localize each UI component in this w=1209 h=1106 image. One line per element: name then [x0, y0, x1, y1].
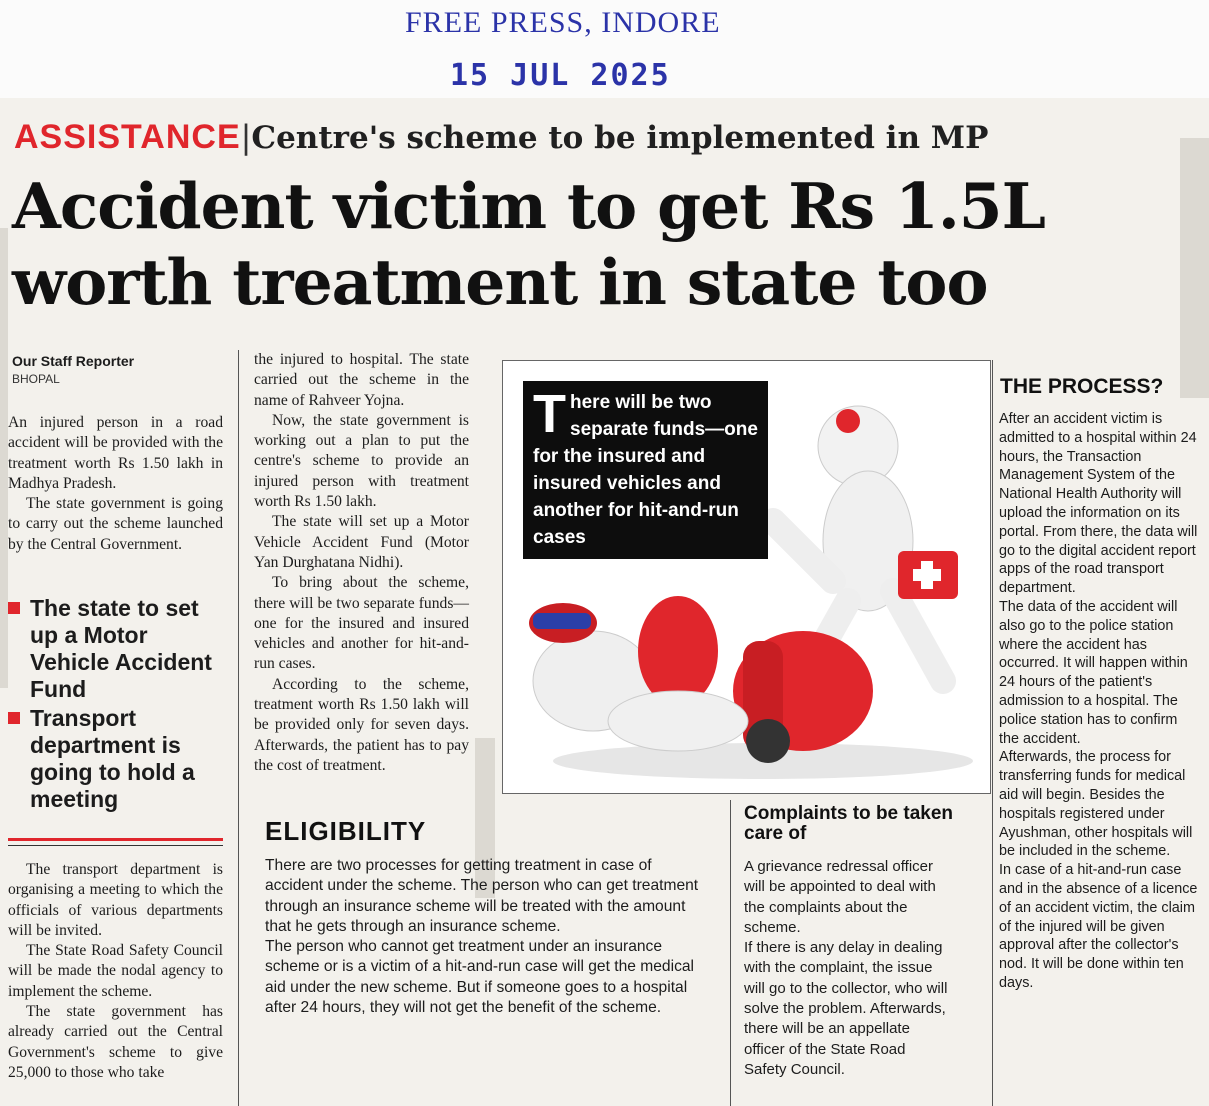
- paragraph: The state government has already carried out the Central Government's scheme to give 25,000 to those who take: [8, 1003, 223, 1081]
- complaints-heading: Complaints to be taken care of: [744, 803, 954, 844]
- kicker-separator: |: [240, 118, 252, 156]
- paragraph: Afterwards, the process for transferring funds for medical aid will begin. Besides the hospitals registered under Ayushman, other hospitals will be included in the scheme.: [999, 749, 1193, 860]
- highlight-text: Transport department is going to hold a meeting: [30, 705, 195, 812]
- square-bullet-icon: [8, 602, 20, 614]
- highlights-box: [8, 595, 223, 815]
- paragraph: According to the scheme, treatment worth Rs 1.50 lakh will be provided only for seven days. Afterwards, the patient has to pay the cost of treatment.: [254, 675, 469, 774]
- complaints-body: [744, 857, 949, 1080]
- paragraph: There are two processes for getting treatment in case of accident under the scheme. The person who can get treatment through an insurance scheme will be treated with the amount that he gets through an insurance scheme.: [265, 857, 699, 935]
- highlight-text: The state to set up a Motor Vehicle Accident Fund: [30, 595, 212, 702]
- column-a-top: [8, 413, 223, 555]
- paragraph: If there is any delay in dealing with the complaint, the issue will go to the collector, who will solve the problem. Afterwards, there will be an appellate officer of the State Road Safety Council.: [744, 939, 948, 1078]
- column-b: [254, 350, 469, 776]
- dateline: BHOPAL: [12, 372, 60, 386]
- divider-red: [8, 838, 223, 841]
- headline-line-1: Accident victim to get Rs 1.5L: [12, 169, 1045, 243]
- eligibility-body: [265, 856, 705, 1018]
- pull-quote-text: here will be two separate funds—one for the insured and insured vehicles and another for hit-and-run cases: [533, 392, 758, 548]
- process-heading: THE PROCESS?: [1000, 375, 1164, 398]
- paragraph: In case of a hit-and-run case and in the absence of a licence of an accident victim, the claim of the injured will be given approval after the collector's nod. It will be done within ten days.: [999, 862, 1198, 991]
- square-bullet-icon: [8, 712, 20, 724]
- headline-line-2: worth treatment in state too: [12, 245, 988, 319]
- highlight-item: [8, 705, 223, 813]
- kicker: [14, 118, 988, 157]
- eligibility-heading: ELIGIBILITY: [265, 816, 427, 846]
- paragraph: the injured to hospital. The state carried out the scheme in the name of Rahveer Yojna.: [254, 351, 469, 409]
- paragraph: After an accident victim is admitted to a hospital within 24 hours, the Transaction Management System of the National Health Authority will upload the information on its portal. From there, the data will go to the digital accident report apps of the road transport department.: [999, 411, 1198, 597]
- accident-illustration: [502, 360, 991, 794]
- drop-cap: T: [533, 384, 566, 444]
- paragraph: An injured person in a road accident will be provided with the treatment worth Rs 1.50 lakh in Madhya Pradesh.: [8, 414, 223, 492]
- paragraph: The state will set up a Motor Vehicle Accident Fund (Motor Yan Durghatana Nidhi).: [254, 513, 469, 571]
- paragraph: To bring about the scheme, there will be two separate funds—one for the insured and insured vehicles and another for hit-and-run cases.: [254, 574, 469, 673]
- column-a-bottom: [8, 860, 223, 1083]
- paragraph: The State Road Safety Council will be made the nodal agency to implement the scheme.: [8, 942, 223, 1000]
- paragraph: The state government is going to carry out the scheme launched by the Central Government.: [8, 495, 223, 553]
- date-stamp: 15 JUL 2025: [450, 58, 671, 93]
- headline: [12, 168, 1207, 320]
- kicker-tag: ASSISTANCE: [14, 118, 241, 156]
- column-divider: [730, 800, 731, 1106]
- kicker-text: Centre's scheme to be implemented in MP: [251, 120, 989, 156]
- byline: Our Staff Reporter: [12, 353, 135, 369]
- paragraph: A grievance redressal officer will be appointed to deal with the complaints about the scheme.: [744, 858, 936, 936]
- paragraph: The transport department is organising a meeting to which the officials of various departments will be invited.: [8, 861, 223, 939]
- pull-quote: [523, 381, 768, 559]
- column-divider: [992, 360, 993, 1106]
- highlight-item: [8, 595, 223, 703]
- paragraph: Now, the state government is working out a plan to put the centre's scheme to provide an injured person with treatment worth Rs 1.50 lakh.: [254, 411, 469, 511]
- process-body: [999, 410, 1199, 993]
- divider: [8, 845, 223, 846]
- paragraph: The person who cannot get treatment under an insurance scheme or is a victim of a hit-and-run case will get the medical aid under the new scheme. But if someone goes to a hospital after 24 hours, they will not get the benefit of the scheme.: [265, 938, 695, 1017]
- source-stamp: FREE PRESS, INDORE: [405, 6, 721, 39]
- column-divider: [238, 350, 239, 1106]
- paragraph: The data of the accident will also go to the police station where the accident has occurred. It will happen within 24 hours of the patient's admission to a hospital. The police station has to confirm the accident.: [999, 598, 1188, 747]
